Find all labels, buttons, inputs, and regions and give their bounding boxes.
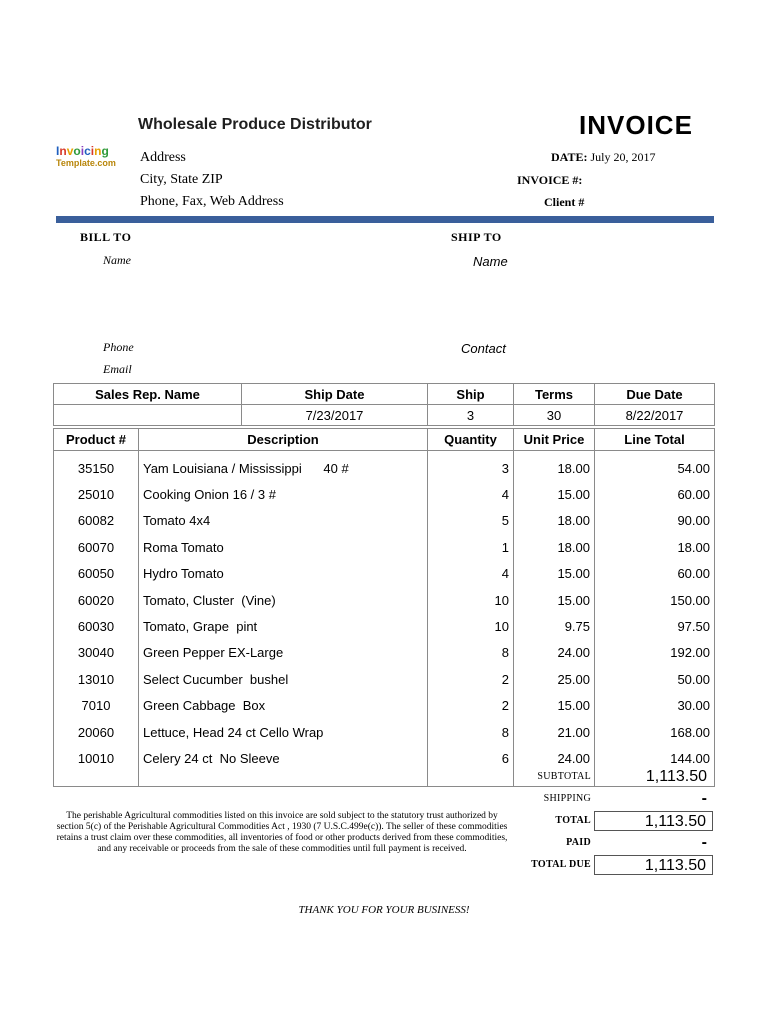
unit-price-header: Unit Price bbox=[514, 429, 595, 451]
description-cell: Cooking Onion 16 / 3 # bbox=[139, 481, 428, 507]
unit-price-cell: 15.00 bbox=[514, 693, 595, 719]
invoice-date bbox=[551, 150, 655, 165]
quantity-cell: 3 bbox=[428, 455, 514, 481]
line-total-cell: 97.50 bbox=[595, 613, 715, 639]
line-total-cell: 30.00 bbox=[595, 693, 715, 719]
shipping-label: SHIPPING bbox=[543, 793, 591, 804]
trust-disclaimer: The perishable Agricultural commodities listed on this invoice are sold subject to the statutory trust authorized by section 5(c) of the Perishable Agricultural Commodities Act , 1930 (7 U.S.C.499e(c)). The seller of these commodities retains a trust claim over these commodities, all inventories of food or other products derived from these commodities, and any receivable or proceeds from the sale of these commodities until full payment is received. bbox=[56, 811, 508, 854]
table-row bbox=[54, 455, 715, 481]
subtotal-label: SUBTOTAL bbox=[537, 771, 591, 782]
product-number-cell: 25010 bbox=[54, 481, 139, 507]
unit-price-cell: 21.00 bbox=[514, 719, 595, 745]
company-address-line-3: Phone, Fax, Web Address bbox=[140, 194, 284, 209]
product-number-cell: 20060 bbox=[54, 719, 139, 745]
description-cell: Tomato, Cluster (Vine) bbox=[139, 587, 428, 613]
description-cell: Tomato, Grape pint bbox=[139, 613, 428, 639]
line-total-cell: 60.00 bbox=[595, 561, 715, 587]
product-number-cell: 13010 bbox=[54, 666, 139, 692]
unit-price-cell: 9.75 bbox=[514, 613, 595, 639]
description-cell: Celery 24 ct No Sleeve bbox=[139, 745, 428, 771]
total-due-value: 1,113.50 bbox=[594, 855, 713, 875]
quantity-cell: 2 bbox=[428, 666, 514, 692]
bill-to-email: Email bbox=[103, 362, 132, 376]
terms-value: 30 bbox=[514, 405, 595, 426]
total-due-label: TOTAL DUE bbox=[531, 859, 591, 870]
description-cell: Lettuce, Head 24 ct Cello Wrap bbox=[139, 719, 428, 745]
bill-to-phone: Phone bbox=[103, 340, 134, 354]
product-number-cell: 60020 bbox=[54, 587, 139, 613]
table-row bbox=[54, 719, 715, 745]
company-name: Wholesale Produce Distributor bbox=[138, 116, 372, 133]
company-address-line-1: Address bbox=[140, 150, 186, 165]
product-number-cell: 60070 bbox=[54, 534, 139, 560]
client-number-label: Client # bbox=[544, 195, 585, 209]
description-header: Description bbox=[139, 429, 428, 451]
paid-value: - bbox=[701, 834, 707, 851]
unit-price-cell: 15.00 bbox=[514, 561, 595, 587]
quantity-cell: 4 bbox=[428, 561, 514, 587]
line-total-cell: 54.00 bbox=[595, 455, 715, 481]
table-row bbox=[54, 587, 715, 613]
description-cell: Yam Louisiana / Mississippi 40 # bbox=[139, 455, 428, 481]
line-total-cell: 50.00 bbox=[595, 666, 715, 692]
product-number-cell: 60050 bbox=[54, 561, 139, 587]
date-label: DATE: bbox=[551, 150, 588, 164]
quantity-cell: 8 bbox=[428, 640, 514, 666]
logo-line-2: Template.com bbox=[56, 158, 116, 168]
table-row bbox=[54, 508, 715, 534]
line-total-cell: 150.00 bbox=[595, 587, 715, 613]
description-cell: Hydro Tomato bbox=[139, 561, 428, 587]
ship-to-name: Name bbox=[473, 254, 508, 269]
subtotal-value: 1,113.50 bbox=[645, 768, 707, 785]
ship-to-contact: Contact bbox=[461, 341, 506, 356]
table-row bbox=[54, 666, 715, 692]
quantity-cell: 5 bbox=[428, 508, 514, 534]
company-logo bbox=[56, 144, 131, 168]
quantity-cell: 8 bbox=[428, 719, 514, 745]
sales-rep-value bbox=[54, 405, 242, 426]
table-row bbox=[54, 481, 715, 507]
terms-header: Terms bbox=[514, 384, 595, 405]
quantity-cell: 4 bbox=[428, 481, 514, 507]
line-total-cell: 144.00 bbox=[595, 745, 715, 771]
ship-header: Ship bbox=[428, 384, 514, 405]
product-number-cell: 60030 bbox=[54, 613, 139, 639]
product-number-header: Product # bbox=[54, 429, 139, 451]
paid-label: PAID bbox=[566, 837, 591, 848]
line-total-header: Line Total bbox=[595, 429, 715, 451]
table-row bbox=[54, 561, 715, 587]
table-row bbox=[54, 640, 715, 666]
bill-to-name: Name bbox=[103, 253, 131, 267]
description-cell: Tomato 4x4 bbox=[139, 508, 428, 534]
quantity-cell: 10 bbox=[428, 587, 514, 613]
unit-price-cell: 15.00 bbox=[514, 587, 595, 613]
line-total-cell: 60.00 bbox=[595, 481, 715, 507]
shipping-value: - bbox=[701, 790, 707, 807]
ship-date-value: 7/23/2017 bbox=[242, 405, 428, 426]
line-items-table bbox=[53, 428, 715, 787]
header-divider-bar bbox=[56, 216, 714, 223]
table-row bbox=[54, 534, 715, 560]
product-number-cell: 7010 bbox=[54, 693, 139, 719]
product-number-cell: 10010 bbox=[54, 745, 139, 771]
total-value: 1,113.50 bbox=[594, 811, 713, 831]
table-row bbox=[54, 693, 715, 719]
table-row bbox=[54, 613, 715, 639]
product-number-cell: 60082 bbox=[54, 508, 139, 534]
quantity-cell: 6 bbox=[428, 745, 514, 771]
thank-you-message: THANK YOU FOR YOUR BUSINESS! bbox=[298, 904, 470, 916]
ship-value: 3 bbox=[428, 405, 514, 426]
due-date-value: 8/22/2017 bbox=[595, 405, 715, 426]
unit-price-cell: 18.00 bbox=[514, 508, 595, 534]
unit-price-cell: 18.00 bbox=[514, 534, 595, 560]
unit-price-cell: 24.00 bbox=[514, 745, 595, 771]
invoice-title: INVOICE bbox=[579, 110, 693, 140]
bill-to-header: BILL TO bbox=[80, 230, 132, 244]
invoice-number-label: INVOICE #: bbox=[517, 173, 583, 187]
quantity-cell: 1 bbox=[428, 534, 514, 560]
quantity-cell: 2 bbox=[428, 693, 514, 719]
quantity-cell: 10 bbox=[428, 613, 514, 639]
due-date-header: Due Date bbox=[595, 384, 715, 405]
company-address-line-2: City, State ZIP bbox=[140, 172, 223, 187]
total-label: TOTAL bbox=[555, 815, 591, 826]
shipping-info-table bbox=[53, 383, 715, 426]
unit-price-cell: 15.00 bbox=[514, 481, 595, 507]
product-number-cell: 30040 bbox=[54, 640, 139, 666]
unit-price-cell: 25.00 bbox=[514, 666, 595, 692]
line-total-cell: 192.00 bbox=[595, 640, 715, 666]
ship-to-header: SHIP TO bbox=[451, 230, 502, 244]
sales-rep-header: Sales Rep. Name bbox=[54, 384, 242, 405]
date-value: July 20, 2017 bbox=[590, 150, 656, 164]
description-cell: Green Pepper EX-Large bbox=[139, 640, 428, 666]
line-total-cell: 18.00 bbox=[595, 534, 715, 560]
description-cell: Green Cabbage Box bbox=[139, 693, 428, 719]
unit-price-cell: 18.00 bbox=[514, 455, 595, 481]
logo-line-1: Invoicing bbox=[56, 144, 109, 158]
ship-date-header: Ship Date bbox=[242, 384, 428, 405]
description-cell: Roma Tomato bbox=[139, 534, 428, 560]
product-number-cell: 35150 bbox=[54, 455, 139, 481]
unit-price-cell: 24.00 bbox=[514, 640, 595, 666]
description-cell: Select Cucumber bushel bbox=[139, 666, 428, 692]
line-total-cell: 90.00 bbox=[595, 508, 715, 534]
quantity-header: Quantity bbox=[428, 429, 514, 451]
line-total-cell: 168.00 bbox=[595, 719, 715, 745]
